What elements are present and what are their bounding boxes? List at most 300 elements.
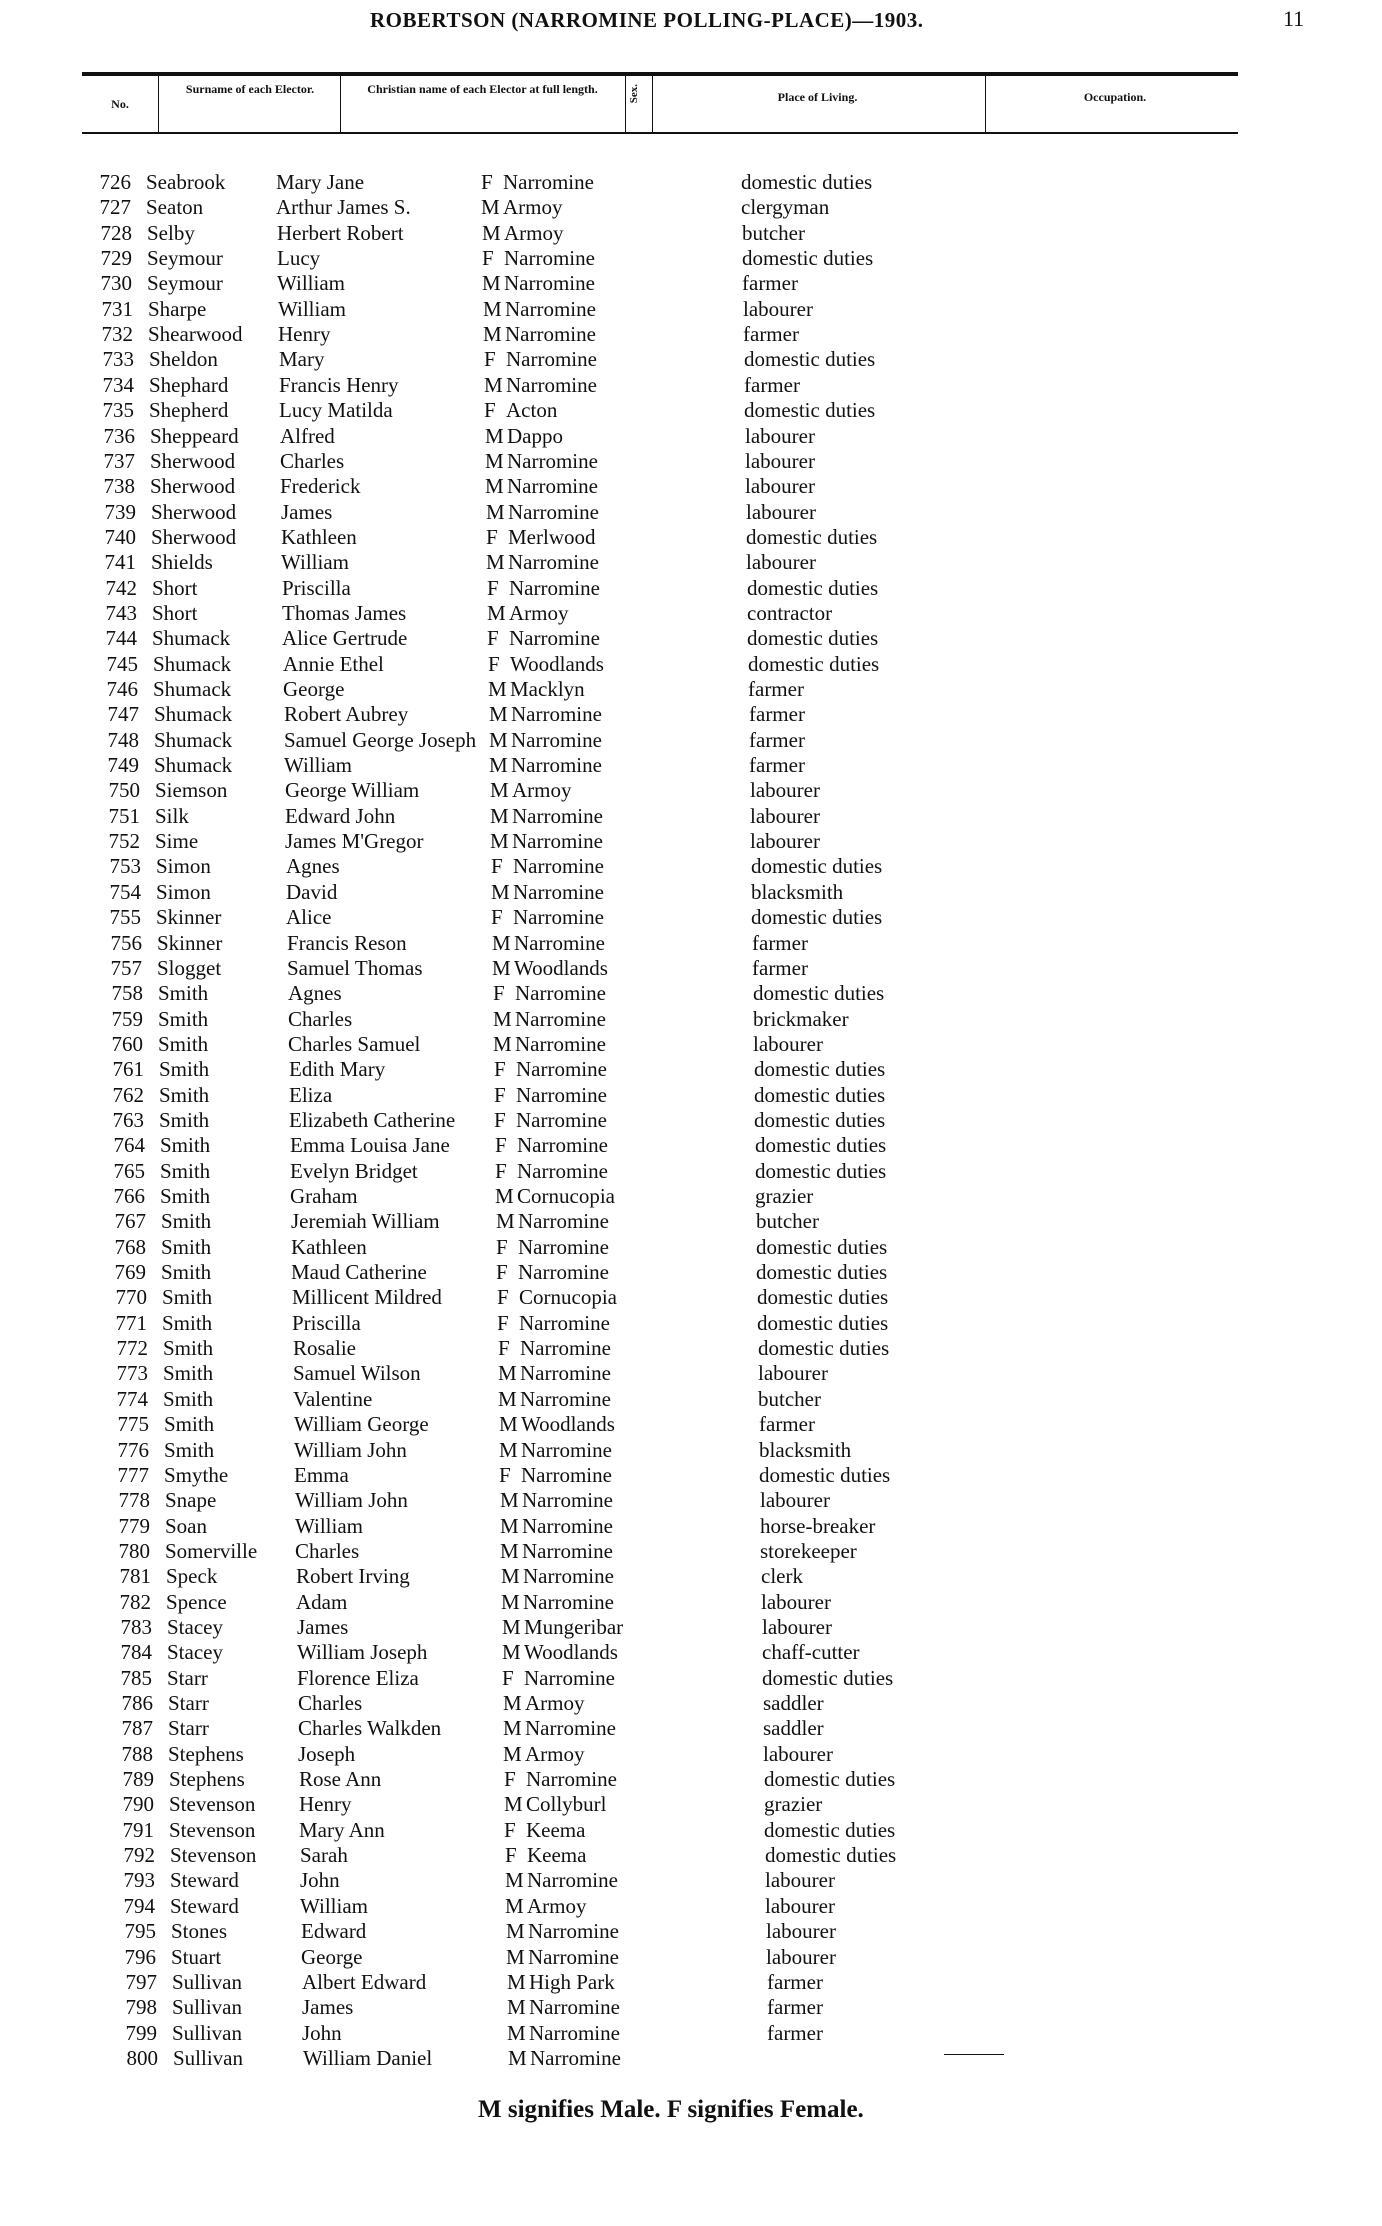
elector-number: 749 [107,753,139,777]
surname: Seymour [147,246,223,270]
occupation: domestic duties [746,525,878,549]
place-of-living: Narromine [515,1032,606,1056]
place-of-living: Narromine [528,1919,619,1943]
christian-name: Henry [299,1792,352,1816]
elector-number: 727 [99,195,131,219]
surname: Spence [166,1590,227,1614]
sex: M [493,1007,512,1031]
table-row [94,753,1094,778]
column-header-occupation: Occupation. [1083,90,1147,104]
christian-name: John [300,1868,340,1892]
place-of-living: Keema [526,1818,586,1842]
table-row [89,398,1089,423]
christian-name: Charles [288,1007,353,1031]
christian-name: Rosalie [293,1336,356,1360]
elector-number: 763 [112,1108,144,1132]
christian-name: Lucy Matilda [279,398,393,422]
place-of-living: Armoy [512,778,572,802]
place-of-living: Narromine [507,474,598,498]
place-of-living: Narromine [525,1716,616,1740]
christian-name: Charles Samuel [288,1032,421,1056]
table-row [110,1894,1110,1919]
elector-number: 729 [100,246,132,270]
elector-number: 791 [122,1818,154,1842]
elector-number: 748 [107,728,139,752]
place-of-living: Narromine [530,2046,621,2070]
table-row [112,1995,1112,2020]
table-row [111,1919,1111,1944]
surname: Smith [163,1336,214,1360]
table-row [103,1387,1103,1412]
place-of-living: Woodlands [514,956,608,980]
occupation: domestic duties [764,1818,896,1842]
elector-number: 782 [119,1590,151,1614]
sex: M [505,1894,524,1918]
surname: Siemson [155,778,228,802]
occupation: grazier [755,1184,814,1208]
occupation: domestic duties [754,1057,886,1081]
table-row [109,1767,1109,1792]
place-of-living: Narromine [506,347,597,371]
place-of-living: Narromine [515,1007,606,1031]
sex: F [484,398,496,422]
elector-number: 795 [124,1919,156,1943]
occupation: domestic duties [742,246,874,270]
christian-name: Arthur James S. [276,195,411,219]
place-of-living: Narromine [508,550,599,574]
elector-number: 770 [115,1285,147,1309]
christian-name: Robert Aubrey [284,702,409,726]
place-of-living: Armoy [503,195,563,219]
sex: M [498,1387,517,1411]
table-row [93,677,1093,702]
place-of-living: Narromine [513,854,604,878]
table-row [90,449,1090,474]
sex: M [500,1488,519,1512]
sex: F [491,905,503,929]
surname: Speck [166,1564,218,1588]
sex: M [503,1742,522,1766]
christian-name: Albert Edward [302,1970,427,1994]
table-row [108,1691,1108,1716]
occupation: farmer [743,322,799,346]
christian-name: Joseph [298,1742,356,1766]
table-row [87,221,1087,246]
sex: M [503,1716,522,1740]
sex: M [501,1564,520,1588]
place-of-living: Narromine [505,322,596,346]
christian-name: Alice Gertrude [282,626,408,650]
christian-name: William Joseph [297,1640,428,1664]
christian-name: Agnes [286,854,340,878]
christian-name: George William [285,778,420,802]
surname: Smith [162,1311,213,1335]
christian-name: Robert Irving [296,1564,410,1588]
sex: M [496,1209,515,1233]
table-row [103,1361,1103,1386]
christian-name: William John [295,1488,408,1512]
surname: Stephens [168,1742,244,1766]
sex: M [503,1691,522,1715]
place-of-living: Narromine [515,981,606,1005]
surname: Smythe [164,1463,229,1487]
elector-number: 755 [109,905,141,929]
sex: M [484,373,503,397]
sex: F [504,1818,516,1842]
surname: Starr [167,1666,208,1690]
elector-number: 734 [102,373,134,397]
christian-name: William [278,297,346,321]
elector-number: 796 [124,1945,156,1969]
place-of-living: Woodlands [521,1412,615,1436]
occupation: labourer [750,829,820,853]
elector-number: 739 [104,500,136,524]
table-row [92,601,1092,626]
elector-number: 747 [107,702,139,726]
elector-number: 780 [118,1539,150,1563]
christian-name: George [283,677,345,701]
sex: M [506,1945,525,1969]
occupation: farmer [752,956,808,980]
place-of-living: Armoy [527,1894,587,1918]
elector-number: 800 [126,2046,158,2070]
table-row [111,1945,1111,1970]
place-of-living: Armoy [509,601,569,625]
column-divider [625,74,626,134]
surname: Sherwood [150,474,236,498]
elector-number: 772 [116,1336,148,1360]
christian-name: William [295,1514,363,1538]
elector-number: 773 [116,1361,148,1385]
table-row [104,1463,1104,1488]
christian-name: William George [294,1412,429,1436]
sex: M [499,1412,518,1436]
occupation: domestic duties [759,1463,891,1487]
table-row [96,880,1096,905]
surname: Smith [162,1285,213,1309]
surname: Simon [156,854,211,878]
place-of-living: High Park [529,1970,615,1994]
sex: M [490,778,509,802]
occupation: labourer [746,550,816,574]
surname: Short [152,576,198,600]
christian-name: James [302,1995,354,2019]
table-row [101,1235,1101,1260]
occupation: domestic duties [755,1133,887,1157]
sex: M [486,500,505,524]
christian-name: David [286,880,338,904]
surname: Smith [164,1412,215,1436]
place-of-living: Merlwood [508,525,596,549]
christian-name: Maud Catherine [291,1260,427,1284]
place-of-living: Narromine [524,1666,615,1690]
elector-number: 761 [112,1057,144,1081]
table-row [90,474,1090,499]
sex: F [498,1336,510,1360]
elector-number: 799 [125,2021,157,2045]
surname: Stevenson [170,1843,257,1867]
table-row [100,1184,1100,1209]
occupation: labourer [745,424,815,448]
elector-number: 762 [112,1083,144,1107]
occupation: domestic duties [757,1311,889,1335]
surname: Silk [155,804,189,828]
place-of-living: Narromine [513,880,604,904]
occupation: saddler [763,1691,824,1715]
elector-number: 786 [121,1691,153,1715]
table-row [106,1590,1106,1615]
surname: Starr [168,1716,209,1740]
place-of-living: Narromine [527,1868,618,1892]
place-of-living: Narromine [516,1083,607,1107]
table-row [99,1108,1099,1133]
sex: M [491,880,510,904]
occupation: contractor [747,601,833,625]
christian-name: Alfred [280,424,335,448]
place-of-living: Mungeribar [524,1615,624,1639]
place-of-living: Narromine [507,449,598,473]
table-row [97,956,1097,981]
occupation: grazier [764,1792,823,1816]
surname: Stephens [169,1767,245,1791]
occupation: domestic duties [751,854,883,878]
occupation: labourer [745,449,815,473]
sex: M [490,804,509,828]
blank-occupation-dash [944,2054,1004,2055]
sex: M [486,550,505,574]
christian-name: Edward [301,1919,367,1943]
occupation: clergyman [741,195,830,219]
occupation: domestic duties [748,652,880,676]
occupation: farmer [767,2021,823,2045]
sex: M [485,449,504,473]
occupation: labourer [750,804,820,828]
occupation: domestic duties [747,626,879,650]
column-divider [985,74,986,134]
elector-number: 769 [114,1260,146,1284]
place-of-living: Narromine [526,1767,617,1791]
occupation: domestic duties [741,170,873,194]
place-of-living: Macklyn [510,677,585,701]
elector-number: 737 [103,449,135,473]
table-row [100,1159,1100,1184]
sex: F [497,1311,509,1335]
table-row [91,525,1091,550]
occupation: domestic duties [756,1235,888,1259]
surname: Shumack [152,626,231,650]
surname: Selby [147,221,195,245]
surname: Stevenson [169,1792,256,1816]
surname: Sullivan [172,1970,243,1994]
sex: M [493,1032,512,1056]
place-of-living: Narromine [519,1311,610,1335]
christian-name: Eliza [289,1083,333,1107]
christian-name: Priscilla [282,576,351,600]
table-row [96,905,1096,930]
table-row [99,1057,1099,1082]
sex: M [483,297,502,321]
column-header-no: No. [111,97,129,111]
occupation: labourer [761,1590,831,1614]
header-top-rule [82,72,1238,76]
sex: M [489,702,508,726]
surname: Smith [158,1007,209,1031]
elector-number: 742 [105,576,137,600]
column-divider [340,74,341,134]
elector-number: 764 [113,1133,145,1157]
sex: M [488,677,507,701]
christian-name: Kathleen [291,1235,367,1259]
occupation: labourer [746,500,816,524]
sex: M [495,1184,514,1208]
surname: Sime [155,829,199,853]
elector-number: 735 [102,398,134,422]
christian-name: Alice [286,905,332,929]
christian-name: Annie Ethel [283,652,384,676]
column-header-sex: Sex. [628,84,640,104]
table-row [87,271,1087,296]
sex: F [505,1843,517,1867]
header-bottom-rule [82,132,1238,134]
christian-name: Charles [295,1539,360,1563]
christian-name: Edith Mary [289,1057,386,1081]
elector-number: 767 [114,1209,146,1233]
sex: F [497,1285,509,1309]
elector-number: 731 [101,297,133,321]
occupation: blacksmith [759,1438,852,1462]
sex: F [488,652,500,676]
elector-number: 778 [118,1488,150,1512]
column-header-surname: Surname of each Elector. [185,82,315,96]
surname: Smith [160,1133,211,1157]
place-of-living: Narromine [504,246,595,270]
place-of-living: Narromine [511,728,602,752]
occupation: domestic duties [751,905,883,929]
table-row [105,1514,1105,1539]
sex: M [485,474,504,498]
occupation: farmer [767,1995,823,2019]
place-of-living: Narromine [521,1438,612,1462]
surname: Shields [151,550,213,574]
christian-name: Rose Ann [299,1767,382,1791]
surname: Seymour [147,271,223,295]
occupation: domestic duties [765,1843,897,1867]
elector-number: 753 [109,854,141,878]
occupation: farmer [752,931,808,955]
elector-number: 774 [116,1387,148,1411]
table-row [103,1336,1103,1361]
sex: F [495,1159,507,1183]
elector-number: 794 [123,1894,155,1918]
sex: F [494,1083,506,1107]
place-of-living: Narromine [516,1108,607,1132]
place-of-living: Acton [506,398,558,422]
surname: Stuart [171,1945,222,1969]
christian-name: William Daniel [303,2046,433,2070]
christian-name: William [277,271,345,295]
elector-number: 775 [117,1412,149,1436]
table-row [109,1792,1109,1817]
table-row [101,1209,1101,1234]
place-of-living: Narromine [518,1260,609,1284]
surname: Smith [159,1108,210,1132]
elector-number: 776 [117,1438,149,1462]
surname: Smith [164,1438,215,1462]
elector-number: 788 [121,1742,153,1766]
surname: Seaton [146,195,204,219]
christian-name: Graham [290,1184,358,1208]
place-of-living: Cornucopia [519,1285,617,1309]
sex: F [494,1108,506,1132]
surname: Smith [161,1260,212,1284]
sex: F [487,576,499,600]
table-row [88,297,1088,322]
place-of-living: Narromine [518,1209,609,1233]
table-row [105,1488,1105,1513]
surname: Shephard [149,373,229,397]
sex: M [501,1590,520,1614]
christian-name: Emma [294,1463,349,1487]
elector-number: 726 [99,170,131,194]
place-of-living: Narromine [511,702,602,726]
surname: Sheppeard [150,424,239,448]
surname: Soan [165,1514,207,1538]
surname: Smith [163,1387,214,1411]
surname: Shumack [153,677,232,701]
christian-name: Jeremiah William [291,1209,440,1233]
elector-number: 789 [122,1767,154,1791]
christian-name: Charles [298,1691,363,1715]
table-row [101,1260,1101,1285]
place-of-living: Narromine [513,905,604,929]
occupation: brickmaker [753,1007,849,1031]
table-row [108,1716,1108,1741]
occupation: storekeeper [760,1539,857,1563]
table-row [91,500,1091,525]
christian-name: Kathleen [281,525,357,549]
place-of-living: Narromine [517,1133,608,1157]
table-row [89,373,1089,398]
christian-name: Samuel George Joseph [284,728,477,752]
surname: Smith [159,1057,210,1081]
occupation: labourer [745,474,815,498]
occupation: labourer [750,778,820,802]
surname: Seabrook [146,170,226,194]
place-of-living: Narromine [520,1361,611,1385]
surname: Shepherd [149,398,229,422]
elector-number: 736 [103,424,135,448]
table-row [98,1032,1098,1057]
sex-key-footer: M signifies Male. F signifies Female. [478,2096,864,2123]
place-of-living: Woodlands [510,652,604,676]
sex: F [496,1260,508,1284]
place-of-living: Narromine [523,1564,614,1588]
elector-number: 746 [106,677,138,701]
occupation: horse-breaker [760,1514,876,1538]
elector-number: 783 [120,1615,152,1639]
sex: F [499,1463,511,1487]
occupation: domestic duties [747,576,879,600]
elector-number: 733 [102,347,134,371]
occupation: domestic duties [753,981,885,1005]
surname: Stacey [167,1615,223,1639]
place-of-living: Narromine [522,1514,613,1538]
table-row [86,170,1086,195]
occupation: butcher [756,1209,819,1233]
place-of-living: Narromine [506,373,597,397]
sex: M [507,1995,526,2019]
table-row [112,2021,1112,2046]
